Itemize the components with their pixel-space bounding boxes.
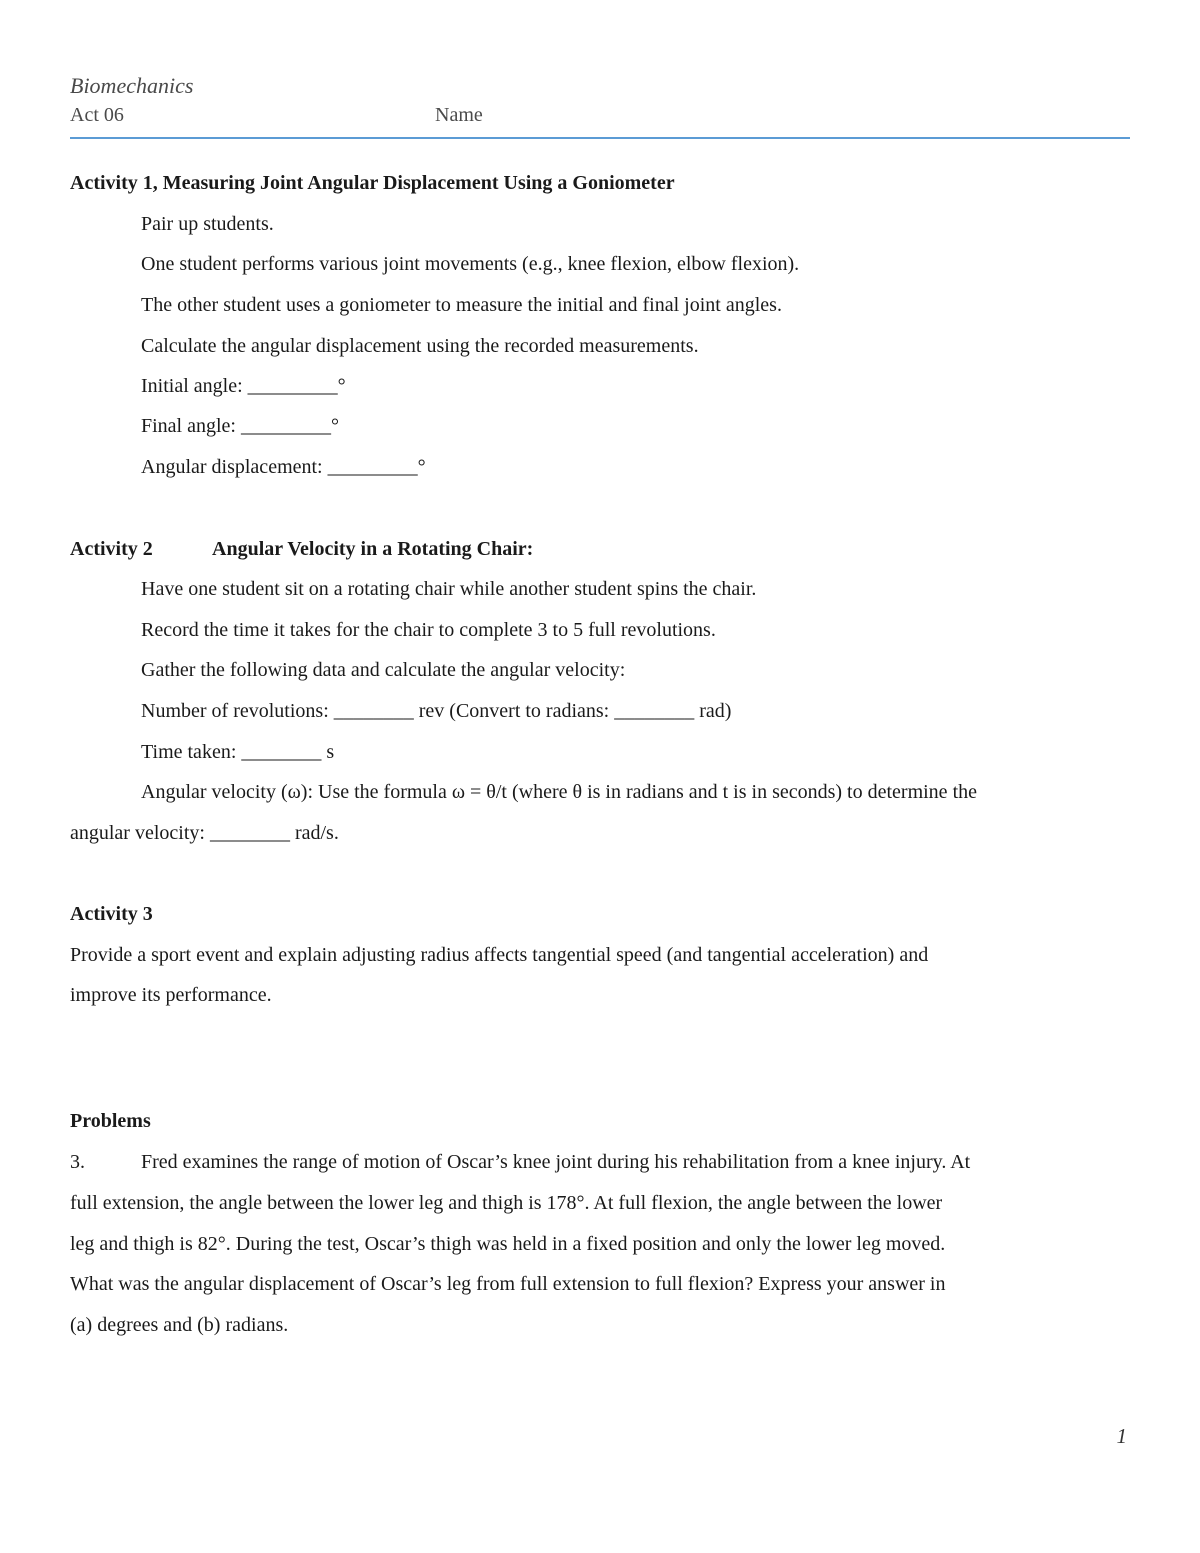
angular-velocity-instruction: Angular velocity (ω): Use the formula ω = θ/t (where θ is in radians and t is in seconds) to determine the bbox=[141, 781, 977, 803]
problem-text: leg and thigh is 82°. During the test, Oscar’s thigh was held in a fixed position and only the lower leg moved. bbox=[70, 1233, 946, 1255]
problem-text: (a) degrees and (b) radians. bbox=[70, 1314, 289, 1336]
page-number: 1 bbox=[1116, 1424, 1127, 1448]
activity1-step: The other student uses a goniometer to measure the initial and final joint angles. bbox=[141, 294, 782, 316]
header-divider bbox=[70, 137, 1130, 139]
angular-velocity-field: angular velocity: ________ rad/s. bbox=[70, 822, 339, 844]
problem-text: Fred examines the range of motion of Oscar’s knee joint during his rehabilitation from a knee injury. At bbox=[141, 1151, 971, 1173]
problem-text: What was the angular displacement of Oscar’s leg from full extension to full flexion? Express your answer in bbox=[70, 1273, 946, 1295]
act-number: Act 06 bbox=[70, 104, 124, 126]
activity1-step: One student performs various joint movements (e.g., knee flexion, elbow flexion). bbox=[141, 253, 800, 275]
final-angle-field: Final angle: _________° bbox=[141, 415, 339, 437]
angular-displacement-field: Angular displacement: _________° bbox=[141, 456, 426, 478]
activity1-step: Calculate the angular displacement using the recorded measurements. bbox=[141, 335, 699, 357]
initial-angle-field: Initial angle: _________° bbox=[141, 375, 346, 397]
problems-title: Problems bbox=[70, 1110, 151, 1132]
activity3-text: Provide a sport event and explain adjusting radius affects tangential speed (and tangential acceleration) and bbox=[70, 944, 929, 966]
problem-number: 3. bbox=[70, 1151, 85, 1173]
activity1-title: Activity 1, Measuring Joint Angular Displacement Using a Goniometer bbox=[70, 172, 675, 194]
course-title: Biomechanics bbox=[70, 73, 194, 98]
activity1-step: Pair up students. bbox=[141, 213, 274, 235]
activity2-step: Record the time it takes for the chair to complete 3 to 5 full revolutions. bbox=[141, 619, 716, 641]
activity2-step: Gather the following data and calculate the angular velocity: bbox=[141, 659, 626, 681]
time-taken-field: Time taken: ________ s bbox=[141, 741, 335, 763]
activity3-title: Activity 3 bbox=[70, 903, 153, 925]
problem-text: full extension, the angle between the lower leg and thigh is 178°. At full flexion, the angle between the lower bbox=[70, 1192, 943, 1214]
activity2-step: Have one student sit on a rotating chair while another student spins the chair. bbox=[141, 578, 757, 600]
activity2-label: Activity 2 bbox=[70, 538, 153, 560]
revolutions-field: Number of revolutions: ________ rev (Convert to radians: ________ rad) bbox=[141, 700, 732, 722]
name-label: Name bbox=[435, 104, 483, 126]
activity3-text: improve its performance. bbox=[70, 984, 272, 1006]
activity2-title: Angular Velocity in a Rotating Chair: bbox=[212, 538, 534, 560]
